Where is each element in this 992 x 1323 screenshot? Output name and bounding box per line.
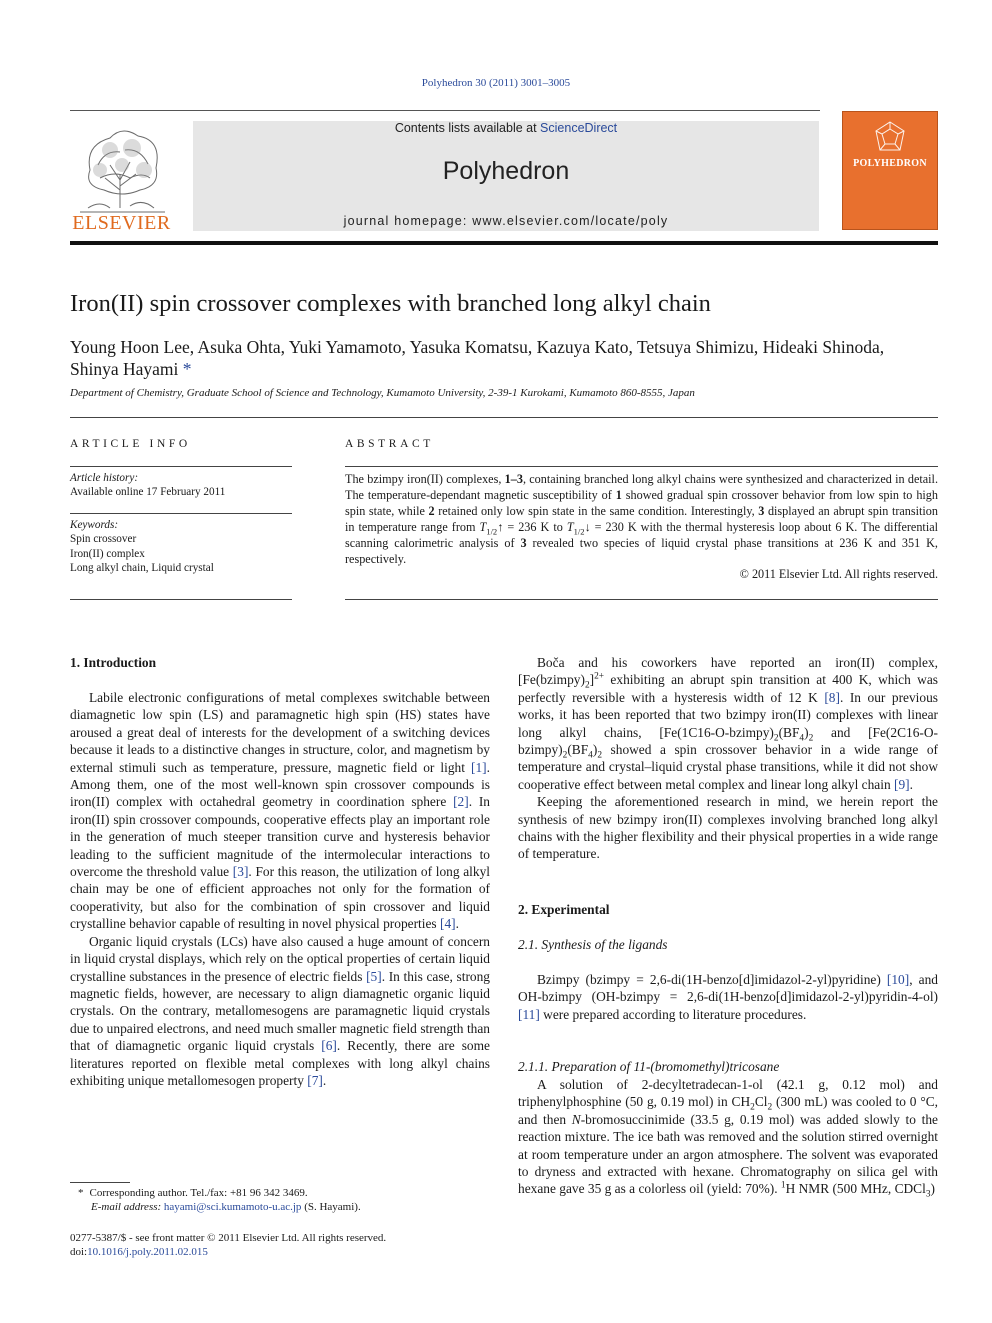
paragraph: Boča and his coworkers have reported an iron(II) complex, $[Fe(bzimpy)_2]^{2+}$ exhibiting an abrupt spin transition at 400 K, which was perfectly reversible with a hysteresis width of 12 K [8]. In our previous works, it has been reported that two bzimpy iron(II) complexes with linear long alkyl chains, [$Fe(1C16-O-bzimpy)_2(BF_4)_2$ and [$Fe(2C16-O-bzimpy)_2(BF_4)_2$ showed a spin crossover behavior in a wide range of temperature and crystal–liquid crystal phase transitions, while it did not show cooperative effect between metal complex and linear long alkyl chain [9].	[518, 655, 938, 792]
footnote-mark: *	[78, 1187, 84, 1199]
reference-link[interactable]: [1]	[471, 759, 487, 775]
homepage-url[interactable]: www.elsevier.com/locate/poly	[472, 214, 669, 228]
keywords-label: Keywords:	[70, 519, 119, 531]
reference-link[interactable]: [6]	[321, 1038, 337, 1054]
cover-title: POLYHEDRON	[853, 158, 927, 169]
paragraph: Bzimpy (bzimpy = 2,6-di(1H-benzo[d]imidazol-2-yl)pyridine) [10], and OH-bzimpy (OH-bzimpy = 2,6-di(1H-benzo[d]imidazol-2-yl)pyridin-4-ol) [11] were prepared according to literature procedures.	[518, 972, 939, 1022]
corresponding-author-mark[interactable]: *	[182, 359, 192, 379]
journal-homepage	[193, 214, 819, 228]
affiliation: Department of Chemistry, Graduate School of Science and Technology, Kumamoto University, 2-39-1 Kurokami, Kumamoto 860-8555, Japan	[70, 387, 695, 399]
reference-link[interactable]: [3]	[232, 864, 249, 880]
keyword: Iron(II) complex	[70, 547, 145, 560]
footnote-corresponding	[70, 1186, 490, 1201]
reference-link[interactable]: [10]	[886, 972, 910, 987]
email-label: E-mail address:	[91, 1201, 164, 1213]
ligands-body	[518, 971, 938, 1023]
article-info-rule	[70, 466, 292, 467]
keyword-list	[70, 532, 292, 576]
reference-link[interactable]: [9]	[894, 776, 910, 792]
preparation-body	[518, 1076, 938, 1201]
contents-prefix: Contents lists available at	[394, 121, 541, 135]
header-thick-rule	[70, 241, 938, 245]
abstract-text: The bzimpy iron(II) complexes, 1–3, containing branched long alkyl chains were synthesized and characterized in detail. The temperature-dependant magnetic susceptibility of 1 showed gradual spin crossover behavior from low spin to high spin state, while 2 retained only low spin state in the same condition. Interestingly, 3 displayed an abrupt spin transition in temperature range from $T_{1/2}↑ = 236$ K to $T_{1/2}↓ = 230$ K with the thermal hysteresis loop about 6 K. The differential scanning calorimetric analysis of 3 revealed two species of liquid crystal phase transitions at 236 K and 351 K, respectively.	[345, 472, 939, 566]
polyhedron-cover-icon	[872, 120, 908, 156]
paragraph: Labile electronic configurations of metal complexes switchable between diamagnetic low spin (LS) and paramagnetic high spin (HS) states have aroused a great deal of interests for the development of a switching devices because it leads to a distinctive changes in structure, color, and magnetism by external stimuli such as temperature, pressure, magnetic field or light [1]. Among them, one of the most well-known spin crossover compounds is iron(II) complex with octahedral geometry in coordination sphere [2]. In iron(II) spin crossover compounds, cooperative effects play an important role in the generation of much steeper transition curve and hysteresis behavior leading to the sufficient magnitude of the intermolecular interactions to overcome the threshold value [3]. For this reason, the utilization of long alkyl chain may be one of efficient approaches not only for the formation of cooperativity, but also for the combination of spin crossover and liquid crystalline behavior capable of resulting in novel physical properties [4].	[70, 690, 491, 932]
email-link[interactable]: hayami@sci.kumamoto-u.ac.jp	[163, 1201, 302, 1213]
keyword: Long alkyl chain, Liquid crystal	[70, 562, 214, 574]
header-rule	[70, 110, 820, 111]
subsection-heading-ligands: 2.1. Synthesis of the ligands	[518, 937, 668, 952]
contents-line	[193, 121, 819, 135]
copyright-notice: © 2011 Elsevier Ltd. All rights reserved.	[739, 567, 938, 581]
footnote-corresponding-text: Corresponding author. Tel./fax: +81 96 342 3469.	[89, 1187, 308, 1199]
author-list	[70, 336, 890, 380]
reference-link[interactable]: [7]	[307, 1072, 323, 1088]
doi-link[interactable]: 10.1016/j.poly.2011.02.015	[87, 1246, 208, 1258]
reference-link[interactable]: [11]	[518, 1006, 540, 1022]
affiliation-rule	[70, 417, 938, 418]
doi-line	[70, 1245, 490, 1260]
subsubsection-heading-preparation: 2.1.1. Preparation of 11-(bromomethyl)tricosane	[518, 1059, 780, 1074]
introduction-body	[70, 689, 490, 1089]
paragraph: Keeping the aforementioned research in mind, we herein report the synthesis of new bzimpy iron(II) complexes involving branched long alkyl chains with the higher flexibility and their physical properties in a wide range of temperature.	[518, 794, 938, 862]
reference-link[interactable]: [8]	[824, 689, 840, 705]
section-heading-introduction: 1. Introduction	[70, 655, 157, 670]
history-value: Available online 17 February 2011	[70, 486, 226, 498]
authors-names: Young Hoon Lee, Asuka Ohta, Yuki Yamamoto, Yasuka Komatsu, Kazuya Kato, Tetsuya Shimizu, Hideaki Shinoda, Shinya Hayami	[70, 337, 885, 379]
footnote-rule	[70, 1182, 130, 1183]
article-info-rule	[70, 513, 292, 514]
email-suffix: (S. Hayami).	[301, 1201, 361, 1213]
abstract-rule	[345, 599, 938, 600]
keyword: Spin crossover	[70, 533, 137, 545]
abstract-heading: ABSTRACT	[345, 438, 434, 450]
reference-link[interactable]: [5]	[366, 968, 382, 984]
article-info-rule	[70, 599, 292, 600]
reference-link[interactable]: [2]	[453, 794, 469, 810]
paragraph: Organic liquid crystals (LCs) have also caused a huge amount of concern in liquid crystal displays, which rely on the optical properties of certain liquid crystalline substances in the presence of electric fields [5]. In this case, strong magnetic fields, however, are necessary to align diamagnetic organic liquid crystals. On the contrary, metallomesogens are paramagnetic liquid crystals due to unpaired electrons, and need much smaller magnetic field strength than that of diamagnetic organic liquid crystals [6]. Recently, there are some literatures reported on flexible metal complexes with long alkyl chains exhibiting unique metallomesogen property [7].	[70, 933, 491, 1088]
introduction-body-continued	[518, 654, 938, 863]
history-label: Article history:	[70, 472, 139, 484]
issn-line: 0277-5387/$ - see front matter © 2011 Elsevier Ltd. All rights reserved.	[70, 1232, 387, 1244]
section-heading-experimental: 2. Experimental	[518, 902, 610, 917]
reference-link[interactable]: [4]	[439, 916, 456, 932]
article-title: Iron(II) spin crossover complexes with branched long alkyl chain	[70, 290, 711, 317]
homepage-label: journal homepage:	[343, 214, 473, 228]
doi-label: doi:	[70, 1246, 88, 1258]
footnote-email	[70, 1200, 490, 1215]
paragraph: A solution of 2-decyltetradecan-1-ol (42.1 g, 0.12 mol) and triphenylphosphine (50 g, 0.19 mol) in $CH_2Cl_2$ (300 mL) was cooled to 0 °C, and then N-bromosuccinimide (33.5 g, 0.19 mol) was added slowly to the reaction mixture. The ice bath was removed and the solution stirred overnight at room temperature under an argon atmosphere. The solvent was evaporated to dryness and extracted with hexane. Chromatography on silica gel with hexane gave 35 g as a colorless oil (yield: 70%). $^1$H NMR (500 MHz, CDCl$_3$)	[518, 1077, 938, 1201]
journal-name: Polyhedron	[442, 157, 570, 185]
article-info-heading: ARTICLE INFO	[70, 438, 191, 450]
journal-citation[interactable]: Polyhedron 30 (2011) 3001–3005	[421, 77, 571, 89]
elsevier-wordmark: ELSEVIER	[72, 212, 171, 234]
sciencedirect-link[interactable]: ScienceDirect	[540, 121, 618, 135]
abstract-rule	[345, 466, 938, 467]
